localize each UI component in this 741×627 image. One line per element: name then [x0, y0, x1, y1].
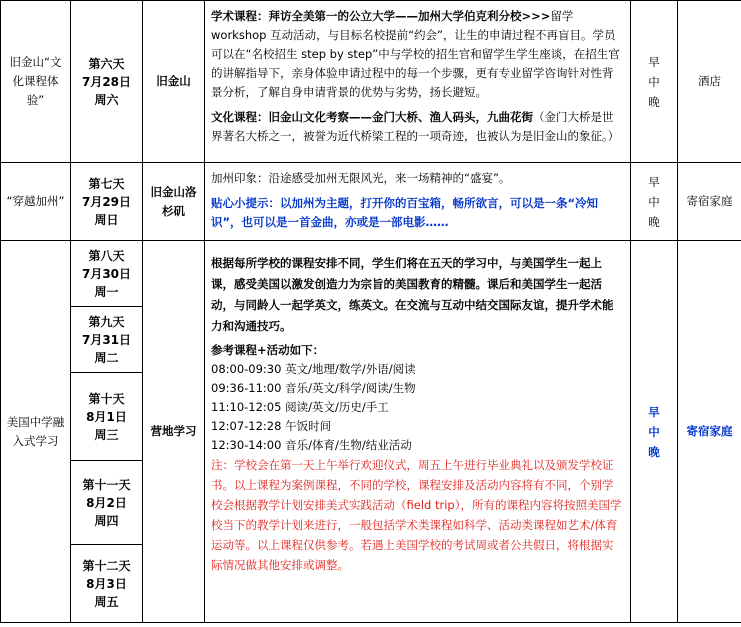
theme-cell [1, 241, 71, 623]
meal-dinner: 晚 [648, 214, 660, 229]
day-weekday: 周一 [94, 284, 119, 299]
day-cell [71, 163, 143, 241]
day-cell [71, 461, 143, 545]
content-paragraph [211, 108, 624, 146]
schedule-line: 12:07-12:28 午饭时间 [211, 419, 332, 433]
day-number: 第十二天 [82, 558, 131, 573]
place-cell [143, 163, 205, 241]
theme-cell [1, 1, 71, 163]
day-date: 8月3日 [86, 576, 127, 591]
content-paragraph [211, 7, 624, 102]
content-body: （金门大桥是世界著名大桥之一，被誉为近代桥梁工程的一项奇迹，也被认为是旧金山的象征。） [211, 110, 620, 143]
theme-text: “穿越加州” [6, 194, 65, 208]
content-title: 文化课程：旧金山文化考察——金门大桥、渔人码头，九曲花街 [211, 110, 533, 124]
place-text: 营地学习 [150, 424, 197, 438]
day-date: 7月31日 [81, 332, 132, 347]
day-weekday: 周五 [94, 594, 119, 609]
schedule-line: 12:30-14:00 音乐/体育/生物/结业活动 [211, 438, 412, 452]
schedule-line: 08:00-09:30 英文/地理/数学/外语/阅读 [211, 362, 416, 376]
meal-breakfast: 早 [648, 174, 660, 189]
day-number: 第十天 [88, 391, 125, 406]
day-date: 7月30日 [81, 266, 132, 281]
place-cell [143, 241, 205, 623]
meal-breakfast: 早 [648, 404, 660, 419]
place-cell [143, 1, 205, 163]
day-weekday: 周日 [94, 212, 119, 227]
day-number: 第七天 [88, 176, 125, 191]
itinerary-row-day7 [1, 163, 741, 241]
content-cell [205, 163, 631, 241]
meals-cell [631, 1, 678, 163]
day-cell [71, 307, 143, 373]
note-text: 注：学校会在第一天上午举行欢迎仪式，周五上午进行毕业典礼以及颁发学校证书。以上课程为案例课程，不同的学校，课程安排及活动内容将有不同，个别学校会根据教学计划安排美式实践活动（field trip），所有的课程内容将按照美国学校当下的教学计划来进行，一般包括学术类课程如科学、活动类课程如艺术/体育运动等。以上课程仅供参考。若遇上美国学校的考试周或者公共假日，将根据实际情况做其他安排或调整。 [211, 458, 622, 572]
content-intro: 根据每所学校的课程安排不同，学生们将在五天的学习中，与美国学生一起上课，感受美国以激发创造力为宗旨的美国教育的精髓。课后和美国学生一起活动，与同龄人一起学英文，练英文。在交流与互动中结交国际友谊，提升学术能力和沟通技巧。 [211, 256, 614, 333]
day-cell [71, 545, 143, 623]
hotel-text: 寄宿家庭 [686, 194, 733, 208]
meal-dinner: 晚 [648, 94, 660, 109]
day-cell [71, 373, 143, 461]
content-body: 加州印象：沿途感受加州无限风光，来一场精神的“盛宴”。 [211, 171, 511, 185]
meals-cell [631, 163, 678, 241]
day-cell [71, 1, 143, 163]
day-date: 8月2日 [86, 495, 127, 510]
meal-lunch: 中 [648, 74, 660, 89]
hotel-cell [678, 241, 741, 623]
meal-breakfast: 早 [648, 54, 660, 69]
schedule-line: 09:36-11:00 音乐/英文/科学/阅读/生物 [211, 381, 416, 395]
day-date: 7月28日 [81, 74, 132, 89]
itinerary-row-day6 [1, 1, 741, 163]
tip-text: 贴心小提示：以加州为主题，打开你的百宝箱，畅所欲言，可以是一条“冷知识”，也可以是一首金曲，亦或是一部电影…… [211, 196, 599, 229]
day-number: 第八天 [88, 248, 125, 263]
day-number: 第六天 [88, 56, 125, 71]
reference-title: 参考课程+活动如下： [211, 343, 325, 357]
meal-dinner: 晚 [648, 444, 660, 459]
place-text: 旧金山洛杉矶 [150, 184, 197, 218]
hotel-cell [678, 1, 741, 163]
content-cell [205, 1, 631, 163]
meal-lunch: 中 [648, 424, 660, 439]
theme-text: 美国中学融入式学习 [6, 414, 65, 448]
hotel-cell [678, 163, 741, 241]
schedule-line: 11:10-12:05 阅读/英文/历史/手工 [211, 400, 389, 414]
day-weekday: 周三 [94, 427, 119, 442]
content-body: 留学workshop 互动活动，与目标名校提前“约会”，让生的申请过程不再盲目。学员可以在“名校招生 step by step”中与学校的招生官和留学生学生座谈，在招生官的讲解指导下，亲身体验申请过程中的每一个步骤，更有专业留学咨询针对性背景分析，了解自身申请背景的优势与劣势，扬长避短。 [211, 9, 620, 99]
day-weekday: 周四 [94, 513, 119, 528]
day-weekday: 周二 [94, 350, 119, 365]
content-cell [205, 241, 631, 623]
hotel-text: 寄宿家庭 [686, 424, 733, 438]
day-date: 8月1日 [86, 409, 127, 424]
day-number: 第九天 [88, 314, 125, 329]
itinerary-row-day8 [1, 241, 741, 307]
theme-text: 旧金山“文化课程体验” [9, 55, 62, 107]
theme-cell [1, 163, 71, 241]
content-title: 学术课程：拜访全美第一的公立大学——加州大学伯克利分校>>> [211, 9, 551, 23]
day-cell [71, 241, 143, 307]
day-number: 第十一天 [82, 477, 131, 492]
day-date: 7月29日 [81, 194, 132, 209]
meal-lunch: 中 [648, 194, 660, 209]
day-weekday: 周六 [94, 92, 119, 107]
place-text: 旧金山 [156, 74, 191, 88]
hotel-text: 酒店 [698, 74, 721, 88]
meals-cell [631, 241, 678, 623]
